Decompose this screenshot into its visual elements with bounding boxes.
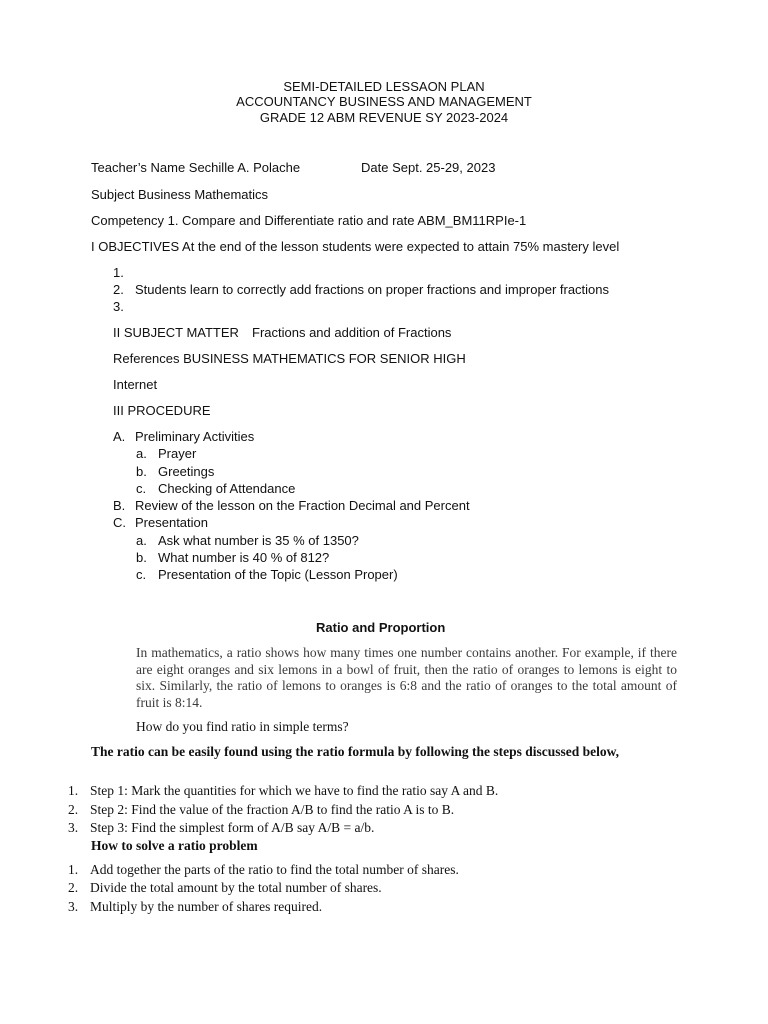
procedure-title: III PROCEDURE [113, 403, 211, 418]
solve-step-2 [68, 880, 382, 896]
preliminary-item-attendance [136, 481, 295, 496]
subject-matter-value: Fractions and addition of Fractions [252, 325, 452, 340]
step-number: 3. [68, 820, 79, 835]
list-text: Greetings [158, 464, 215, 479]
ratio-step-3 [68, 820, 374, 836]
step-text: Add together the parts of the ratio to find the total number of shares. [90, 862, 459, 877]
ratio-formula-heading: The ratio can be easily found using the ratio formula by following the steps discussed below, [91, 744, 620, 759]
step-text: Step 1: Mark the quantities for which we have to find the ratio say A and B. [90, 783, 499, 798]
teacher-name: Teacher’s Name Sechille A. Polache [91, 160, 301, 175]
objectives-line: I OBJECTIVES At the end of the lesson students were expected to attain 75% mastery level [91, 239, 620, 254]
list-marker: c. [136, 481, 147, 496]
objective-number: 2. [113, 282, 124, 297]
subject-matter-label: II SUBJECT MATTER [113, 325, 239, 340]
references-line: References BUSINESS MATHEMATICS FOR SENIOR HIGH [113, 351, 466, 366]
objective-number: 3. [113, 299, 124, 314]
lesson-date: Date Sept. 25-29, 2023 [361, 160, 496, 175]
ratio-definition-paragraph: In mathematics, a ratio shows how many times one number contains another. For example, if there are eight oranges and six lemons in a bowl of fruit, then the ratio of oranges to lemons is eight to six. Similarly, the ratio of lemons to oranges is 6:8 and the ratio of oranges to the total amount of fruit is 8:14. [136, 645, 677, 710]
objective-item-1 [113, 265, 124, 280]
objective-number: 1. [113, 265, 124, 280]
list-marker: C. [113, 515, 126, 530]
list-text: Preliminary Activities [135, 429, 255, 444]
objective-item-2 [113, 282, 609, 297]
step-text: Multiply by the number of shares required. [90, 899, 323, 914]
solve-ratio-heading: How to solve a ratio problem [91, 838, 258, 853]
ratio-step-1 [68, 783, 498, 799]
list-marker: A. [113, 429, 126, 444]
ratio-question: How do you find ratio in simple terms? [136, 719, 349, 734]
list-marker: b. [136, 464, 147, 479]
step-text: Divide the total amount by the total number of shares. [90, 880, 382, 895]
list-text: Ask what number is 35 % of 1350? [158, 533, 359, 548]
ratio-step-2 [68, 802, 454, 818]
preliminary-item-greetings [136, 464, 214, 479]
list-marker: a. [136, 446, 147, 461]
solve-step-3 [68, 899, 322, 915]
list-text: Prayer [158, 446, 197, 461]
lesson-title: Ratio and Proportion [316, 620, 446, 635]
procedure-item-c [113, 515, 208, 530]
list-marker: c. [136, 567, 147, 582]
list-text: Presentation [135, 515, 208, 530]
step-text: Step 3: Find the simplest form of A/B say A/B = a/b. [90, 820, 375, 835]
list-text: Checking of Attendance [158, 481, 296, 496]
subject-line: Subject Business Mathematics [91, 187, 269, 202]
step-number: 1. [68, 862, 79, 877]
list-marker: a. [136, 533, 147, 548]
internet-line: Internet [113, 377, 158, 392]
step-number: 2. [68, 880, 79, 895]
solve-step-1 [68, 862, 459, 878]
list-text: Presentation of the Topic (Lesson Proper) [158, 567, 398, 582]
header-line-2: ACCOUNTANCY BUSINESS AND MANAGEMENT [236, 94, 532, 109]
step-number: 3. [68, 899, 79, 914]
step-number: 1. [68, 783, 79, 798]
competency-line: Competency 1. Compare and Differentiate ratio and rate ABM_BM11RPIe-1 [91, 213, 527, 228]
step-text: Step 2: Find the value of the fraction A/B to find the ratio A is to B. [90, 802, 455, 817]
procedure-item-a [113, 429, 254, 444]
list-marker: B. [113, 498, 126, 513]
list-text: What number is 40 % of 812? [158, 550, 330, 565]
presentation-item-a [136, 533, 359, 548]
presentation-item-c [136, 567, 398, 582]
objective-text: Students learn to correctly add fractions on proper fractions and improper fractions [135, 282, 610, 297]
objective-item-3 [113, 299, 124, 314]
header-line-1: SEMI-DETAILED LESSAON PLAN [283, 79, 485, 94]
step-number: 2. [68, 802, 79, 817]
presentation-item-b [136, 550, 329, 565]
header-line-3: GRADE 12 ABM REVENUE SY 2023-2024 [259, 110, 509, 125]
preliminary-item-prayer [136, 446, 196, 461]
list-marker: b. [136, 550, 147, 565]
list-text: Review of the lesson on the Fraction Decimal and Percent [135, 498, 470, 513]
procedure-item-b [113, 498, 470, 513]
